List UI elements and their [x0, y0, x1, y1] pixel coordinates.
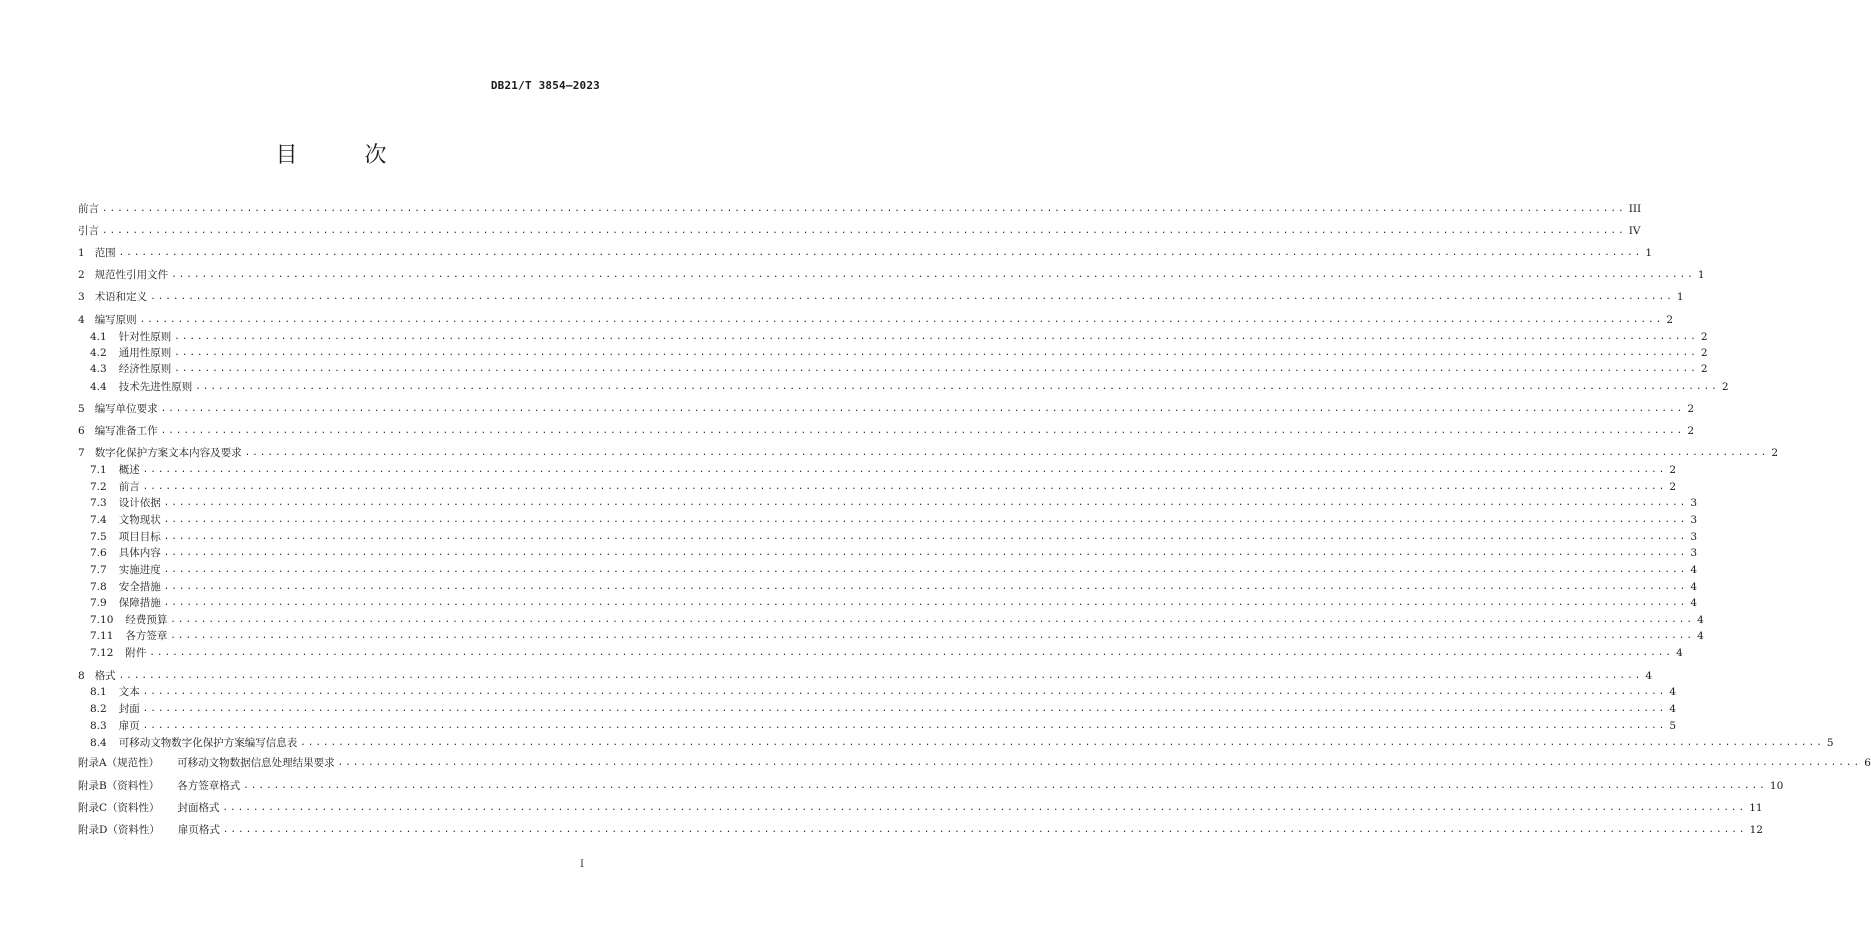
toc-entry[interactable] — [78, 346, 1708, 360]
toc-entry-number: 7.10 — [90, 614, 114, 626]
toc-entry-label — [78, 669, 116, 683]
toc-entry-page: IV — [1628, 225, 1641, 237]
toc-entry-label — [78, 779, 240, 793]
toc-entry[interactable] — [78, 513, 1698, 527]
toc-entry-number: 8.3 — [90, 720, 107, 732]
toc-entry[interactable] — [78, 702, 1677, 716]
toc-entry-text: 概述 — [118, 464, 140, 476]
toc-entry[interactable] — [78, 402, 1695, 416]
toc-entry-text: 各方签章格式 — [177, 780, 241, 792]
toc-entry-number: 7 — [78, 447, 85, 459]
toc-entry-number: 7.12 — [90, 647, 114, 659]
toc-entry-label — [90, 330, 171, 344]
toc-entry-page: III — [1628, 203, 1642, 215]
toc-entry-text: 文本 — [118, 686, 140, 698]
toc-entry[interactable] — [78, 629, 1704, 643]
toc-dot-leader: ........................................................................................................................................................................................................ — [149, 648, 1674, 658]
toc-dot-leader: ........................................................................................................................................................................................................ — [142, 465, 1667, 475]
toc-entry[interactable] — [78, 580, 1698, 594]
toc-entry-page: 3 — [1690, 514, 1698, 526]
toc-entry[interactable] — [78, 446, 1779, 460]
toc-entry-number: 7.1 — [90, 464, 107, 476]
toc-dot-leader: ........................................................................................................................................................................................................ — [222, 825, 1747, 835]
toc-entry-label — [78, 801, 220, 815]
toc-dot-leader: ........................................................................................................................................................................................................ — [160, 404, 1685, 414]
toc-entry-label — [90, 736, 297, 750]
toc-entry-page: 3 — [1690, 547, 1698, 559]
toc-entry-label — [90, 613, 167, 627]
toc-dot-leader: ........................................................................................................................................................................................................ — [139, 315, 1664, 325]
page-number: I — [580, 859, 584, 870]
toc-entry-number: 附录C（资料性） — [78, 802, 160, 814]
toc-dot-leader: ........................................................................................................................................................................................................ — [150, 292, 1674, 302]
toc-entry-page: 2 — [1700, 347, 1708, 359]
toc-entry-page: 12 — [1749, 824, 1763, 836]
toc-entry-label — [78, 402, 158, 416]
toc-entry-number: 7.3 — [90, 497, 107, 509]
toc-entry-label — [90, 362, 171, 376]
toc-entry[interactable] — [78, 736, 1834, 750]
toc-entry-text: 扉页格式 — [177, 824, 220, 836]
toc-entry[interactable] — [78, 313, 1674, 327]
toc-entry-label — [78, 424, 158, 438]
toc-entry-text: 各方签章 — [125, 630, 168, 642]
toc-entry[interactable] — [78, 496, 1698, 510]
toc-entry-text: 实施进度 — [118, 564, 161, 576]
toc-entry-text: 格式 — [94, 670, 116, 682]
toc-entry-label — [78, 446, 242, 460]
toc-entry-number: 5 — [78, 403, 85, 415]
toc-dot-leader: ........................................................................................................................................................................................................ — [163, 515, 1688, 525]
toc-entry[interactable] — [78, 685, 1677, 699]
toc-entry-page: 4 — [1690, 564, 1698, 576]
toc-entry-page: 4 — [1645, 670, 1653, 682]
toc-entry-label — [90, 346, 171, 360]
toc-entry-label — [78, 224, 99, 238]
toc-dot-leader: ........................................................................................................................................................................................................ — [118, 248, 1643, 258]
toc-entry-number: 8.4 — [90, 737, 107, 749]
toc-entry[interactable] — [78, 530, 1698, 544]
toc-dot-leader: ........................................................................................................................................................................................................ — [171, 270, 1695, 280]
toc-entry-label — [90, 685, 140, 699]
toc-entry-number: 附录B（资料性） — [78, 780, 160, 792]
toc-entry-label — [78, 313, 137, 327]
toc-entry-label — [78, 246, 116, 260]
toc-entry-number: 7.9 — [90, 597, 107, 609]
toc-entry-number: 4.4 — [90, 381, 107, 393]
toc-dot-leader: ........................................................................................................................................................................................................ — [102, 226, 1626, 236]
toc-entry[interactable] — [78, 290, 1684, 304]
toc-entry[interactable] — [78, 330, 1708, 344]
toc-entry-page: 2 — [1666, 314, 1674, 326]
toc-entry-label — [90, 702, 140, 716]
toc-entry[interactable] — [78, 202, 1642, 216]
toc-entry-page: 1 — [1697, 269, 1705, 281]
toc-dot-leader: ........................................................................................................................................................................................................ — [337, 758, 1862, 768]
toc-entry-page: 3 — [1690, 497, 1698, 509]
toc-entry-label — [90, 380, 192, 394]
toc-entry-label — [90, 629, 167, 643]
toc-entry-text: 设计依据 — [118, 497, 161, 509]
toc-entry-page: 2 — [1771, 447, 1779, 459]
toc-entry-number: 7.7 — [90, 564, 107, 576]
toc-entry-label — [90, 513, 161, 527]
document-code: DB21/T 3854—2023 — [490, 79, 600, 92]
toc-entry-label — [78, 268, 168, 282]
toc-entry-page: 1 — [1645, 247, 1653, 259]
toc-entry[interactable] — [78, 719, 1677, 733]
toc-entry-text: 数字化保护方案文本内容及要求 — [94, 447, 242, 459]
toc-entry-text: 扉页 — [118, 720, 140, 732]
toc-entry[interactable] — [78, 613, 1704, 627]
toc-entry[interactable] — [78, 596, 1698, 610]
toc-entry-number: 3 — [78, 291, 85, 303]
toc-entry-page: 1 — [1676, 291, 1684, 303]
toc-entry-number: 4.1 — [90, 331, 107, 343]
toc-entry[interactable] — [78, 480, 1677, 494]
toc-dot-leader: ........................................................................................................................................................................................................ — [244, 448, 1769, 458]
toc-entry-number: 8.2 — [90, 703, 107, 715]
toc-entry-page: 4 — [1690, 597, 1698, 609]
toc-title: 目 次 — [275, 143, 417, 168]
toc-entry[interactable] — [78, 380, 1729, 394]
toc-entry-label — [78, 202, 99, 216]
toc-entry-page: 4 — [1669, 686, 1677, 698]
toc-entry[interactable] — [78, 779, 1784, 793]
toc-dot-leader: ........................................................................................................................................................................................................ — [142, 721, 1667, 731]
toc-entry-label — [90, 596, 161, 610]
toc-entry-text: 封面格式 — [177, 802, 220, 814]
toc-entry-number: 1 — [78, 247, 85, 259]
toc-entry-label — [90, 530, 161, 544]
toc-entry-number: 7.6 — [90, 547, 107, 559]
toc-entry[interactable] — [78, 801, 1763, 815]
toc-entry-text: 可移动文物数据信息处理结果要求 — [177, 757, 335, 769]
toc-entry-label — [90, 646, 146, 660]
toc-entry-label — [78, 290, 147, 304]
toc-entry-number: 4.2 — [90, 347, 107, 359]
toc-entry-label — [78, 823, 220, 837]
toc-entry-number: 4 — [78, 314, 85, 326]
toc-entry-page: 4 — [1697, 630, 1704, 642]
toc-entry-text: 前言 — [78, 203, 99, 215]
toc-entry-label — [90, 480, 140, 494]
toc-entry-label — [90, 563, 161, 577]
toc-entry[interactable] — [78, 669, 1653, 683]
toc-entry-label — [90, 546, 161, 560]
toc-entry-number: 8 — [78, 670, 85, 682]
toc-dot-leader: ........................................................................................................................................................................................................ — [102, 204, 1626, 214]
toc-entry-label — [90, 496, 161, 510]
toc-entry-page: 2 — [1700, 363, 1708, 375]
toc-entry-page: 2 — [1669, 481, 1677, 493]
toc-dot-leader: ........................................................................................................................................................................................................ — [163, 532, 1688, 542]
toc-entry-label — [90, 580, 161, 594]
toc-entry-text: 规范性引用文件 — [94, 269, 169, 281]
toc-dot-leader: ........................................................................................................................................................................................................ — [195, 382, 1719, 392]
toc-entry[interactable] — [78, 563, 1698, 577]
toc-entry-number: 8.1 — [90, 686, 107, 698]
toc-entry-page: 2 — [1687, 403, 1695, 415]
toc-dot-leader: ........................................................................................................................................................................................................ — [174, 364, 1698, 374]
toc-entry-page: 10 — [1769, 780, 1784, 792]
toc-entry-page: 4 — [1690, 581, 1698, 593]
toc-entry-text: 技术先进性原则 — [118, 381, 193, 393]
toc-entry-page: 4 — [1697, 614, 1704, 626]
toc-entry-text: 编写原则 — [94, 314, 137, 326]
toc-entry-text: 经济性原则 — [118, 363, 172, 375]
toc-entry-page: 4 — [1676, 647, 1683, 659]
toc-entry-number: 附录A（规范性） — [78, 757, 160, 769]
toc-entry[interactable] — [78, 224, 1641, 238]
toc-dot-leader: ........................................................................................................................................................................................................ — [174, 348, 1698, 358]
toc-dot-leader: ........................................................................................................................................................................................................ — [170, 615, 1695, 625]
toc-entry[interactable] — [78, 823, 1763, 837]
toc-dot-leader: ........................................................................................................................................................................................................ — [163, 598, 1688, 608]
toc-entry-text: 封面 — [118, 703, 140, 715]
toc-dot-leader: ........................................................................................................................................................................................................ — [243, 781, 1767, 791]
toc-entry-label — [78, 756, 335, 770]
toc-entry-number: 7.2 — [90, 481, 107, 493]
toc-entry-number: 7.5 — [90, 531, 107, 543]
toc-entry-text: 编写准备工作 — [94, 425, 158, 437]
toc-entry-text: 术语和定义 — [94, 291, 148, 303]
toc-entry-label — [90, 463, 140, 477]
toc-entry-number: 附录D（资料性） — [78, 824, 160, 836]
toc-dot-leader: ........................................................................................................................................................................................................ — [174, 332, 1698, 342]
toc-entry-text: 针对性原则 — [118, 331, 172, 343]
toc-entry-number: 7.11 — [90, 630, 114, 642]
toc-entry-text: 项目目标 — [118, 531, 161, 543]
toc-entry-page: 3 — [1690, 531, 1698, 543]
toc-entry[interactable] — [78, 362, 1708, 376]
toc-entry-page: 5 — [1826, 737, 1834, 749]
toc-dot-leader: ........................................................................................................................................................................................................ — [142, 687, 1667, 697]
toc-entry-text: 具体内容 — [118, 547, 161, 559]
toc-entry-text: 通用性原则 — [118, 347, 172, 359]
toc-entry-number: 6 — [78, 425, 85, 437]
toc-dot-leader: ........................................................................................................................................................................................................ — [118, 671, 1643, 681]
toc-entry-number: 7.8 — [90, 581, 107, 593]
toc-entry[interactable] — [78, 546, 1698, 560]
toc-dot-leader: ........................................................................................................................................................................................................ — [163, 565, 1688, 575]
toc-entry[interactable] — [78, 246, 1653, 260]
toc-dot-leader: ........................................................................................................................................................................................................ — [142, 482, 1667, 492]
toc-entry-text: 经费预算 — [125, 614, 168, 626]
toc-dot-leader: ........................................................................................................................................................................................................ — [222, 803, 1747, 813]
toc-entry-page: 2 — [1669, 464, 1677, 476]
toc-entry-text: 保障措施 — [118, 597, 161, 609]
toc-entry-text: 文物现状 — [118, 514, 161, 526]
toc-entry-page: 11 — [1749, 802, 1763, 814]
toc-entry-text: 引言 — [78, 225, 99, 237]
toc-entry-page: 2 — [1687, 425, 1695, 437]
toc-dot-leader: ........................................................................................................................................................................................................ — [300, 738, 1824, 748]
toc-dot-leader: ........................................................................................................................................................................................................ — [163, 582, 1688, 592]
toc-dot-leader: ........................................................................................................................................................................................................ — [142, 704, 1667, 714]
toc-entry-number: 2 — [78, 269, 85, 281]
toc-dot-leader: ........................................................................................................................................................................................................ — [163, 498, 1688, 508]
toc-entry-text: 编写单位要求 — [94, 403, 158, 415]
toc-entry-page: 6 — [1864, 757, 1871, 769]
toc-entry-text: 附件 — [125, 647, 147, 659]
toc-entry[interactable] — [78, 463, 1677, 477]
toc-entry-page: 4 — [1669, 703, 1677, 715]
toc-entry-text: 可移动文物数字化保护方案编写信息表 — [118, 737, 298, 749]
toc-entry[interactable] — [78, 756, 1871, 770]
toc-entry[interactable] — [78, 424, 1695, 438]
toc-entry[interactable] — [78, 268, 1705, 282]
toc-entry[interactable] — [78, 646, 1683, 660]
toc-entry-page: 2 — [1700, 331, 1708, 343]
toc-entry-page: 2 — [1721, 381, 1729, 393]
toc-dot-leader: ........................................................................................................................................................................................................ — [163, 548, 1688, 558]
toc-entry-text: 安全措施 — [118, 581, 161, 593]
toc-entry-number: 7.4 — [90, 514, 107, 526]
toc-dot-leader: ........................................................................................................................................................................................................ — [170, 631, 1695, 641]
toc-dot-leader: ........................................................................................................................................................................................................ — [160, 426, 1685, 436]
toc-entry-text: 范围 — [94, 247, 116, 259]
toc-entry-label — [90, 719, 140, 733]
toc-entry-text: 前言 — [118, 481, 140, 493]
toc-entry-page: 5 — [1669, 720, 1677, 732]
toc-entry-number: 4.3 — [90, 363, 107, 375]
